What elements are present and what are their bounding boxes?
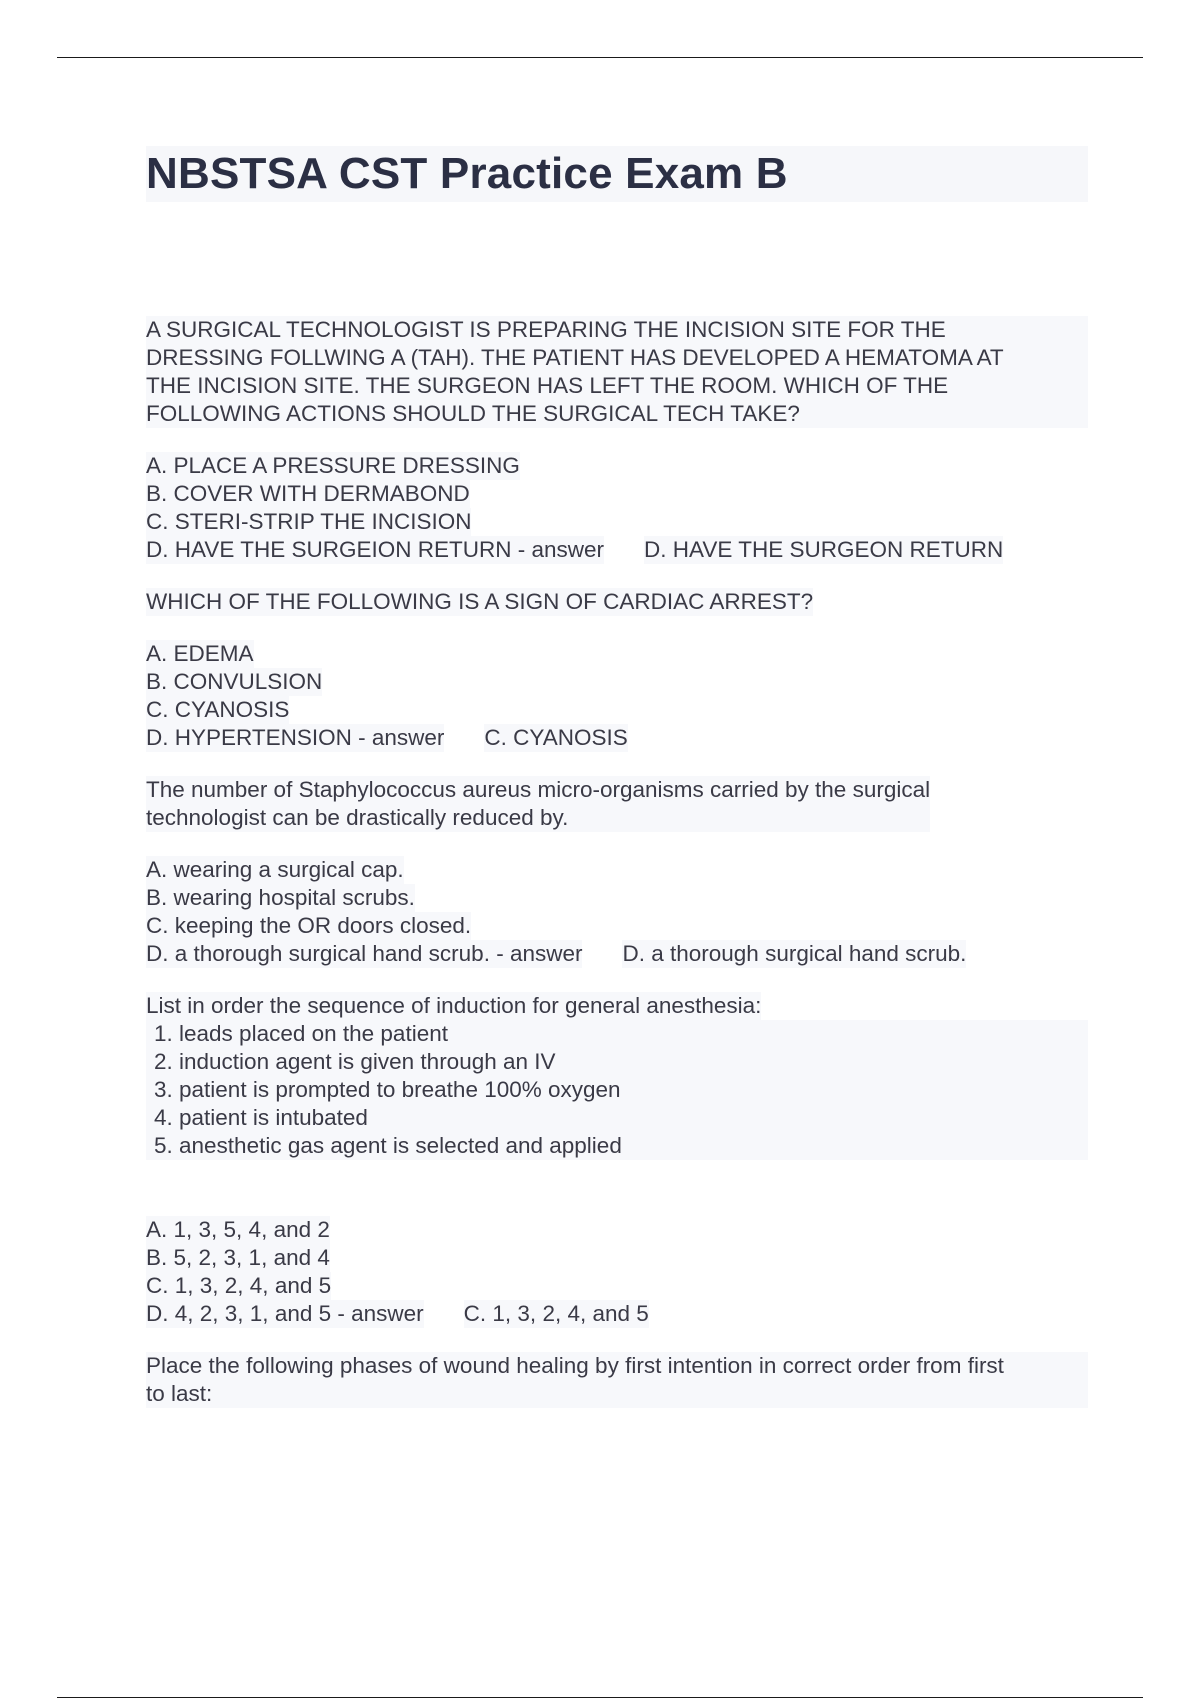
sequence-item: 4. patient is intubated — [146, 1104, 1088, 1132]
option-a: A. wearing a surgical cap. — [146, 857, 404, 882]
question-stem: WHICH OF THE FOLLOWING IS A SIGN OF CARDIAC ARREST? — [146, 589, 814, 614]
question-2 — [146, 588, 1088, 752]
bottom-rule — [57, 1697, 1143, 1698]
sequence-item: 3. patient is prompted to breathe 100% oxygen — [146, 1076, 1088, 1104]
option-d: D. a thorough surgical hand scrub. - answer — [146, 941, 583, 966]
option-a: A. 1, 3, 5, 4, and 2 — [146, 1217, 330, 1242]
option-d: D. HAVE THE SURGEION RETURN - answer — [146, 537, 604, 562]
answer-text: C. CYANOSIS — [484, 725, 628, 750]
sequence-item: 5. anesthetic gas agent is selected and applied — [146, 1132, 1088, 1160]
question-5 — [146, 1352, 1088, 1408]
question-stem: The number of Staphylococcus aureus micro-organisms carried by the surgical technologist can be drastically reduced by. — [146, 777, 931, 830]
option-a: A. EDEMA — [146, 641, 254, 666]
top-rule — [57, 57, 1143, 58]
option-d: D. 4, 2, 3, 1, and 5 - answer — [146, 1301, 424, 1326]
answer-text: D. HAVE THE SURGEON RETURN — [644, 537, 1004, 562]
options — [146, 640, 1088, 752]
option-c: C. CYANOSIS — [146, 697, 290, 722]
question-stem: List in order the sequence of induction for general anesthesia: — [146, 993, 762, 1018]
answer-text: C. 1, 3, 2, 4, and 5 — [463, 1301, 649, 1326]
option-c: C. 1, 3, 2, 4, and 5 — [146, 1273, 332, 1298]
option-b: B. wearing hospital scrubs. — [146, 885, 415, 910]
question-stem: A SURGICAL TECHNOLOGIST IS PREPARING THE INCISION SITE FOR THE DRESSING FOLLWING A (TAH). THE PATIENT HAS DEVELOPED A HEMATOMA AT THE INCISION SITE. THE SURGEON HAS LEFT THE ROOM. WHICH OF THE FOLLOWING ACTIONS SHOULD THE SURGICAL TECH TAKE? — [146, 316, 1088, 428]
sequence-list — [146, 1020, 1088, 1160]
option-d: D. HYPERTENSION - answer — [146, 725, 445, 750]
answer-text: D. a thorough surgical hand scrub. — [622, 941, 967, 966]
title-banner — [146, 146, 1088, 202]
option-b: B. COVER WITH DERMABOND — [146, 481, 470, 506]
question-3 — [146, 776, 1088, 968]
options — [146, 1216, 1088, 1328]
option-b: B. 5, 2, 3, 1, and 4 — [146, 1245, 330, 1270]
options — [146, 452, 1088, 564]
page-title: NBSTSA CST Practice Exam B — [146, 149, 788, 198]
document-body — [146, 146, 1088, 1432]
question-stem: Place the following phases of wound healing by first intention in correct order from first to last: — [146, 1352, 1088, 1408]
sequence-item: 2. induction agent is given through an IV — [146, 1048, 1088, 1076]
option-c: C. keeping the OR doors closed. — [146, 913, 472, 938]
options — [146, 856, 1088, 968]
question-list — [146, 316, 1088, 1408]
option-c: C. STERI-STRIP THE INCISION — [146, 509, 472, 534]
question-1 — [146, 316, 1088, 564]
sequence-item: 1. leads placed on the patient — [146, 1020, 1088, 1048]
option-a: A. PLACE A PRESSURE DRESSING — [146, 453, 520, 478]
option-b: B. CONVULSION — [146, 669, 323, 694]
question-4 — [146, 992, 1088, 1328]
